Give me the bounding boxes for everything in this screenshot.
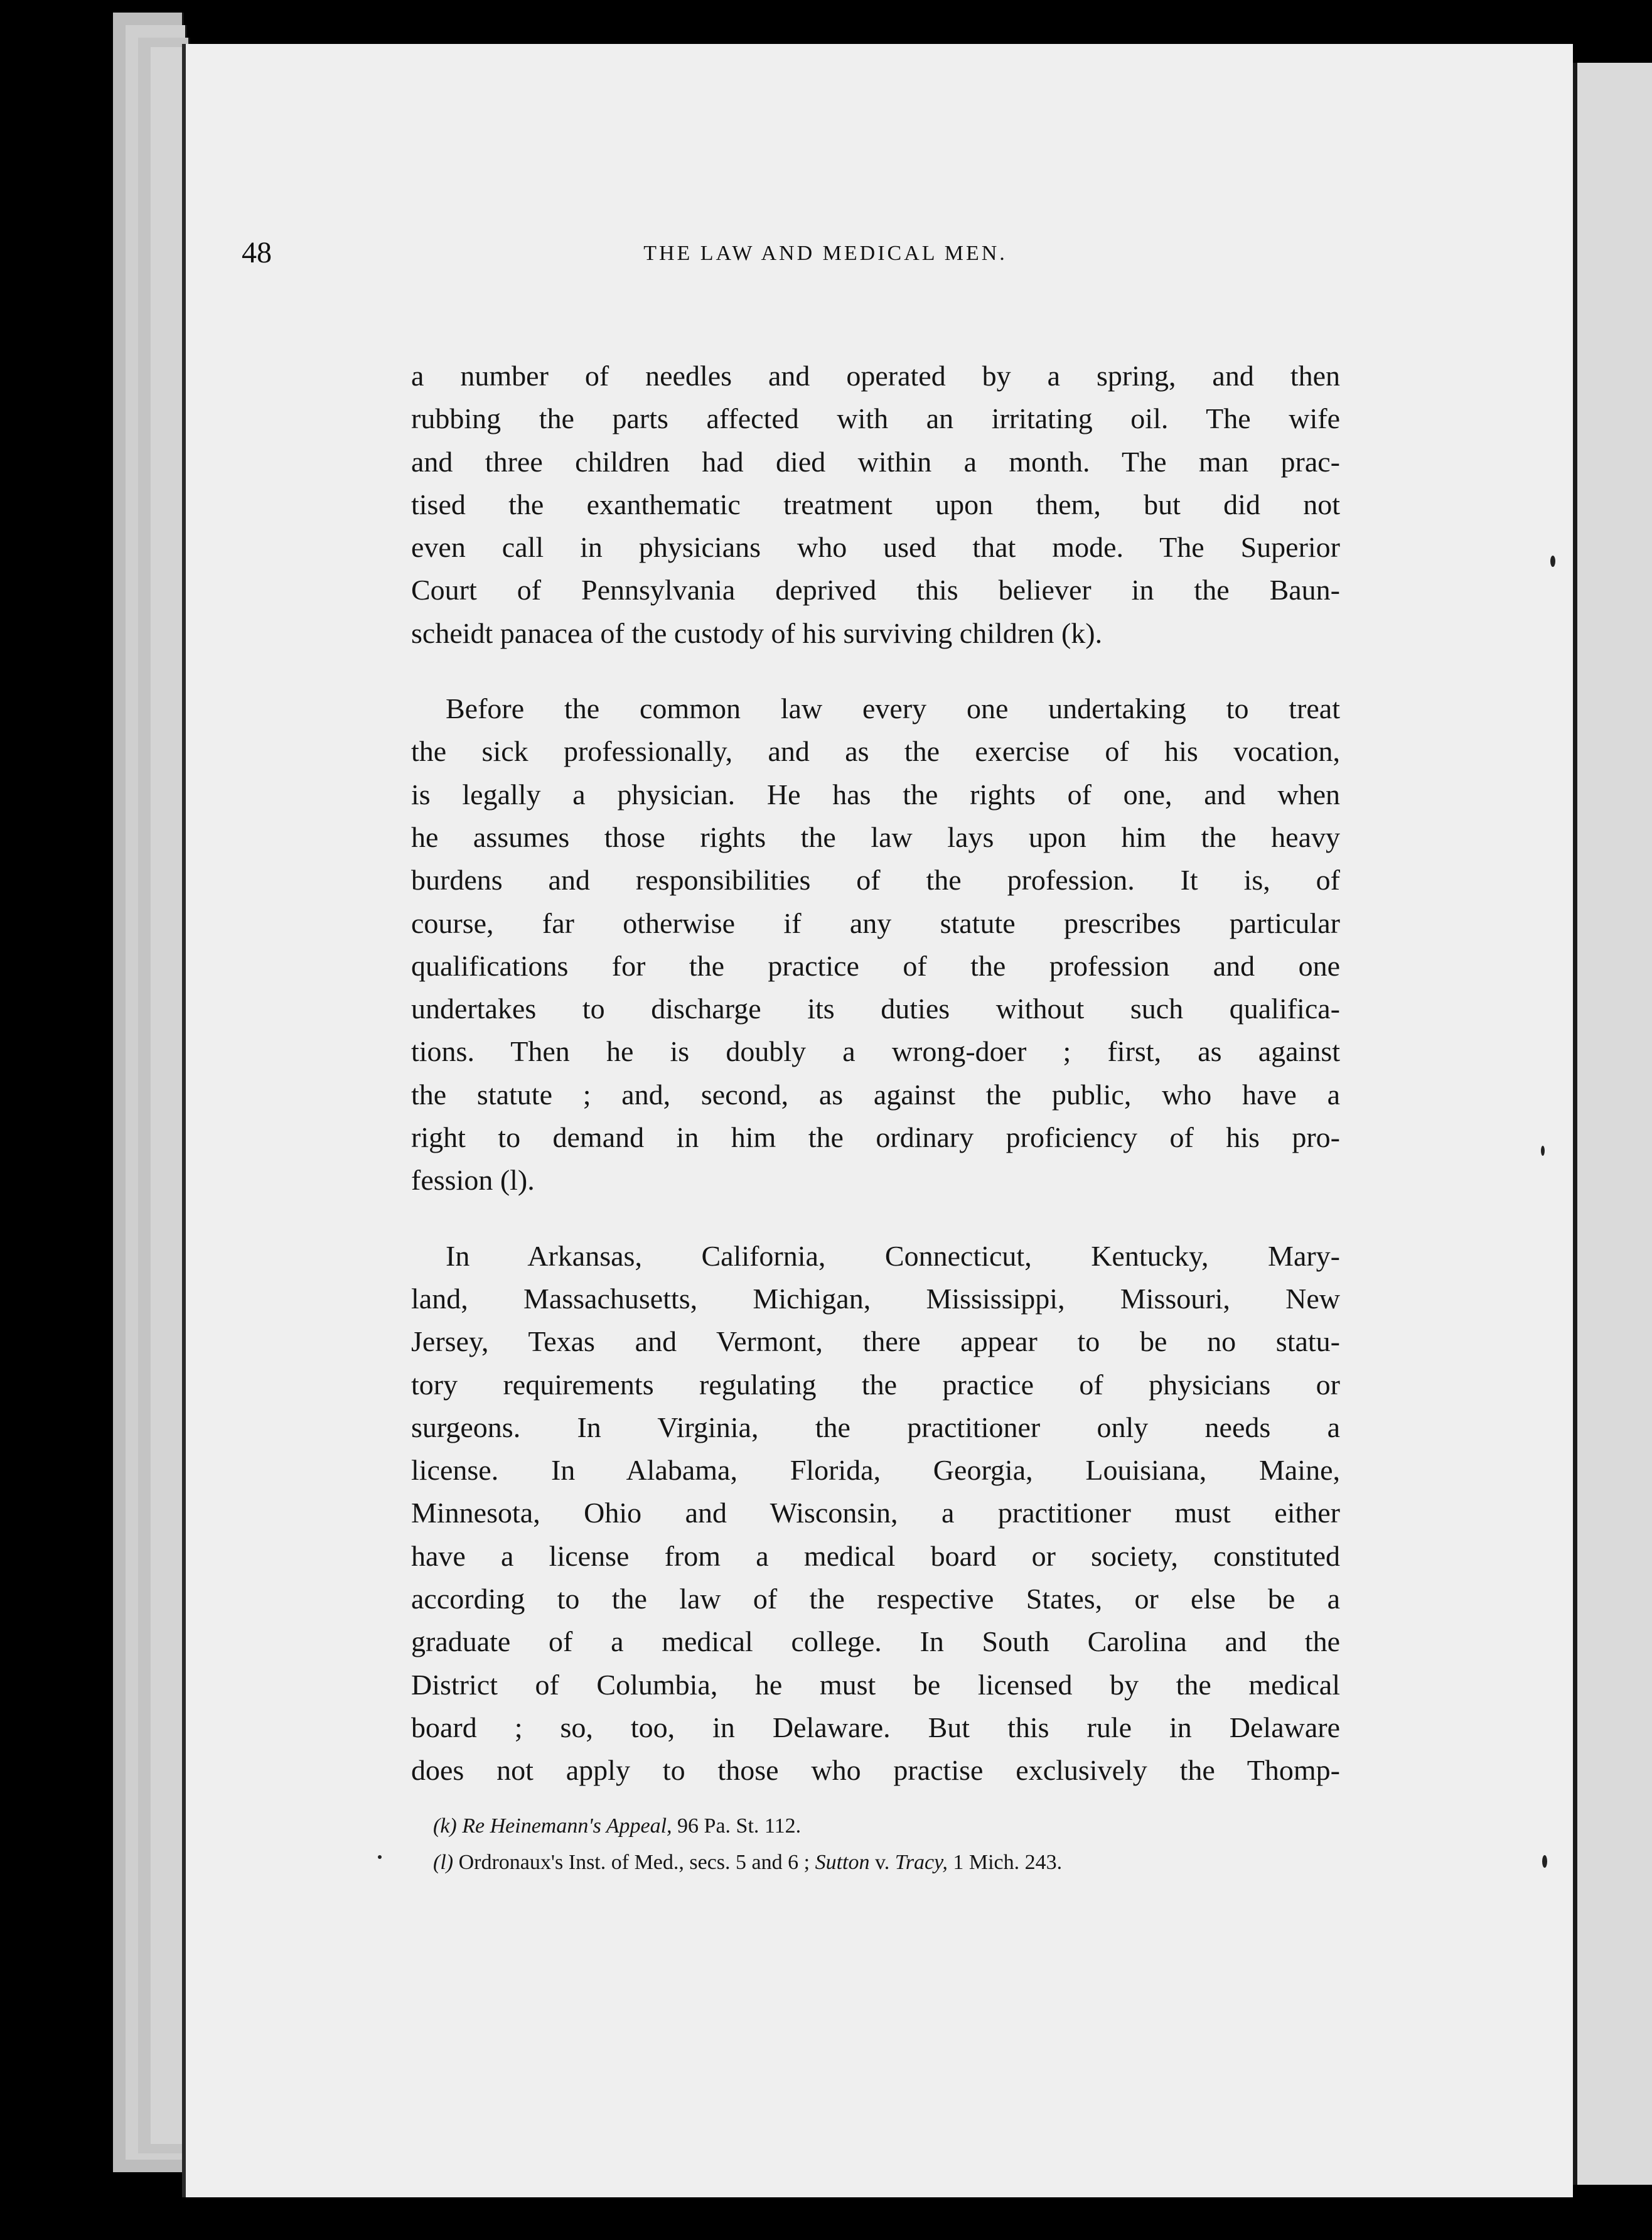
- page-number: 48: [242, 236, 272, 269]
- text-line: land, Massachusetts, Michigan, Mississippi, Missouri, New: [411, 1282, 1340, 1315]
- scan-speck: [1550, 556, 1555, 567]
- footnote-text: Sutton: [815, 1851, 870, 1874]
- scan-speck: [1541, 1146, 1545, 1156]
- footnotes: [433, 1808, 1343, 1881]
- text-line: even call in physicians who used that mode. The Superior: [411, 531, 1340, 564]
- body-text: [411, 355, 1340, 1792]
- footnote-mark: (l): [433, 1851, 459, 1874]
- footnote-text: 96 Pa. St. 112.: [672, 1814, 802, 1838]
- paragraph: [411, 355, 1340, 655]
- footnote: [433, 1844, 1343, 1881]
- footnote-text: Tracy,: [894, 1851, 948, 1874]
- text-line: he assumes those rights the law lays upon him the heavy: [411, 821, 1340, 853]
- text-line: burdens and responsibilities of the profession. It is, of: [411, 864, 1340, 897]
- footnote-text: 1 Mich. 243.: [947, 1851, 1063, 1874]
- text-line: the sick professionally, and as the exercise of his vocation,: [411, 735, 1340, 768]
- scan-speck: [1542, 1855, 1547, 1868]
- text-line: Before the common law every one undertaking to treat: [446, 692, 1340, 725]
- text-line: Minnesota, Ohio and Wisconsin, a practitioner must either: [411, 1497, 1340, 1529]
- text-line: board ; so, too, in Delaware. But this rule in Delaware: [411, 1711, 1340, 1743]
- footnote-mark: (k): [433, 1814, 463, 1838]
- footnote-text: v.: [869, 1851, 895, 1874]
- text-line: scheidt panacea of the custody of his surviving children (k).: [411, 617, 1103, 649]
- facing-page-edge: [1572, 63, 1652, 2185]
- text-line: license. In Alabama, Florida, Georgia, Louisiana, Maine,: [411, 1454, 1340, 1487]
- text-line: according to the law of the respective States, or else be a: [411, 1583, 1340, 1615]
- page-header: [242, 235, 1359, 286]
- text-line: qualifications for the practice of the profession and one: [411, 949, 1340, 982]
- text-line: is legally a physician. He has the rights of one, and when: [411, 778, 1340, 810]
- paragraph: [411, 687, 1340, 1202]
- text-line: tions. Then he is doubly a wrong-doer ; first, as against: [411, 1035, 1340, 1068]
- text-line: Jersey, Texas and Vermont, there appear to be no statu-: [411, 1325, 1340, 1358]
- footnote-text: Ordronaux's Inst. of Med., secs. 5 and 6 ;: [458, 1851, 815, 1874]
- text-line: course, far otherwise if any statute prescribes particular: [411, 907, 1340, 939]
- running-title: THE LAW AND MEDICAL MEN.: [643, 242, 1007, 265]
- text-line: graduate of a medical college. In South Carolina and the: [411, 1625, 1340, 1658]
- text-line: tory requirements regulating the practice of physicians or: [411, 1368, 1340, 1401]
- text-line: undertakes to discharge its duties without such qualifica-: [411, 993, 1340, 1025]
- text-line: tised the exanthematic treatment upon them, but did not: [411, 488, 1340, 520]
- text-line: have a license from a medical board or society, constituted: [411, 1539, 1340, 1572]
- paragraph: [411, 1235, 1340, 1792]
- text-line: Court of Pennsylvania deprived this believer in the Baun-: [411, 574, 1340, 606]
- text-line: rubbing the parts affected with an irritating oil. The wife: [411, 402, 1340, 435]
- text-line: right to demand in him the ordinary proficiency of his pro-: [411, 1121, 1340, 1154]
- text-line: District of Columbia, he must be licensed by the medical: [411, 1668, 1340, 1701]
- scan-speck: [378, 1855, 382, 1859]
- footnote: [433, 1808, 1343, 1844]
- text-line: fession (l).: [411, 1164, 535, 1197]
- text-line: In Arkansas, California, Connecticut, Kentucky, Mary-: [446, 1239, 1340, 1272]
- text-line: does not apply to those who practise exclusively the Thomp-: [411, 1754, 1340, 1787]
- text-line: and three children had died within a month. The man prac-: [411, 445, 1340, 478]
- text-line: surgeons. In Virginia, the practitioner only needs a: [411, 1411, 1340, 1443]
- text-line: a number of needles and operated by a spring, and then: [411, 360, 1340, 392]
- text-line: the statute ; and, second, as against the public, who have a: [411, 1078, 1340, 1111]
- footnote-text: Re Heinemann's Appeal,: [462, 1814, 672, 1838]
